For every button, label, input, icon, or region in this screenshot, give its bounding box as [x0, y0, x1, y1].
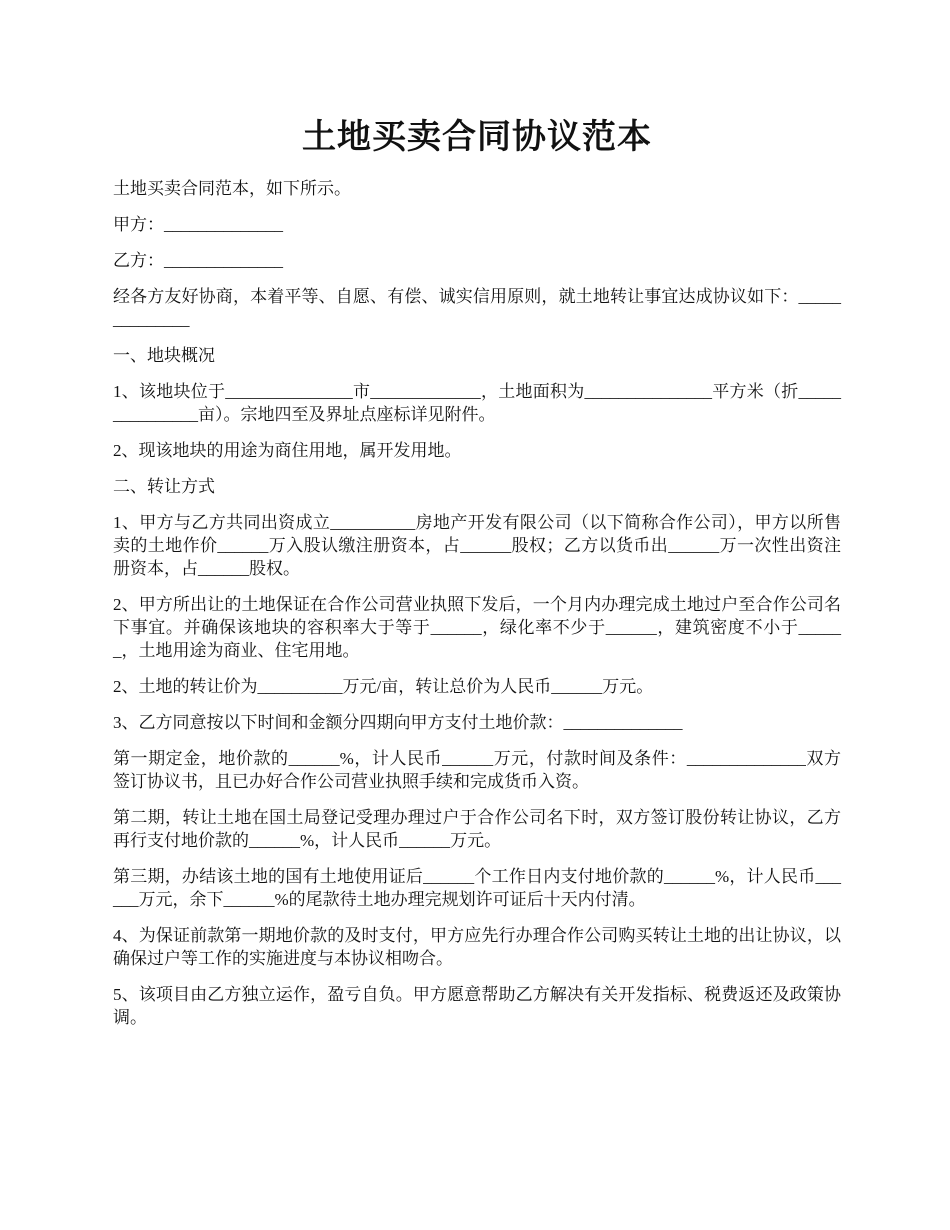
- preamble-paragraph: 经各方友好协商，本着平等、自愿、有偿、诚实信用原则，就土地转让事宜达成协议如下：______________: [113, 287, 841, 329]
- clause-payment-schedule: 3、乙方同意按以下时间和金额分四期向甲方支付土地价款：______________: [113, 713, 683, 732]
- intro-paragraph: 土地买卖合同范本，如下所示。: [113, 179, 351, 198]
- clause-joint-company: 1、甲方与乙方共同出资成立__________房地产开发有限公司（以下简称合作公司），甲方以所售卖的土地作价______万入股认缴注册资本，占______股权；乙方以货币出______万一次性出资注册资本，占______股权。: [113, 513, 841, 578]
- document-title: 土地买卖合同协议范本: [302, 119, 652, 156]
- clause-land-location: 1、该地块位于_______________市_____________，土地面积为_______________平方米（折_______________亩）。宗地四至及界址点座标详见附件。: [113, 382, 841, 424]
- clause-independent-operation: 5、该项目由乙方独立运作，盈亏自负。甲方愿意帮助乙方解决有关开发指标、税费返还及政策协调。: [113, 985, 841, 1027]
- section-heading-transfer-method: 二、转让方式: [113, 477, 215, 496]
- payment-phase-3: 第三期，办结该土地的国有土地使用证后______个工作日内支付地价款的______%，计人民币______万元，余下______%的尾款待土地办理完规划许可证后十天内付清。: [113, 867, 841, 909]
- payment-phase-1: 第一期定金，地价款的______%，计人民币______万元，付款时间及条件：______________双方签订协议书，且已办好合作公司营业执照手续和完成货币入资。: [113, 749, 841, 791]
- clause-title-transfer: 2、甲方所出让的土地保证在合作公司营业执照下发后，一个月内办理完成土地过户至合作公司名下事宜。并确保该地块的容积率大于等于______，绿化率不少于______，建筑密度不小于______，土地用途为商业、住宅用地。: [113, 595, 841, 660]
- party-b-line: 乙方：______________: [113, 251, 283, 270]
- clause-payment-guarantee: 4、为保证前款第一期地价款的及时支付，甲方应先行办理合作公司购买转让土地的出让协议，以确保过户等工作的实施进度与本协议相吻合。: [113, 926, 841, 968]
- clause-land-use: 2、现该地块的用途为商住用地，属开发用地。: [113, 441, 462, 460]
- clause-transfer-price: 2、土地的转让价为__________万元/亩，转让总价为人民币______万元。: [113, 677, 654, 696]
- document-body: [113, 177, 841, 1029]
- party-a-line: 甲方：______________: [113, 215, 283, 234]
- document-page: [113, 0, 841, 1042]
- payment-phase-2: 第二期，转让土地在国土局登记受理办理过户于合作公司名下时，双方签订股份转让协议，乙方再行支付地价款的______%，计人民币______万元。: [113, 808, 841, 850]
- section-heading-land-overview: 一、地块概况: [113, 346, 215, 365]
